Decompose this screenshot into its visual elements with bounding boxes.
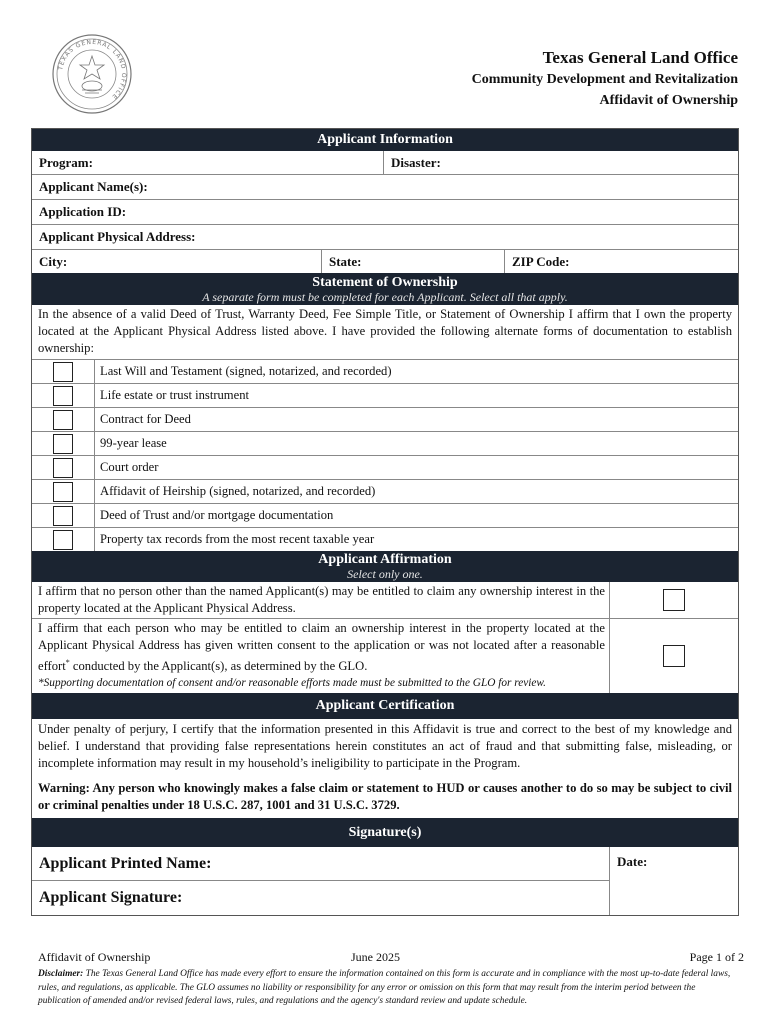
- ownership-option-checkbox[interactable]: [53, 530, 73, 550]
- affirmation-option-1-text: I affirm that no person other than the named Applicant(s) may be entitled to claim any ownership interest in the property located at the Applicant Physical Address.: [38, 584, 605, 615]
- disclaimer-label: Disclaimer:: [38, 969, 84, 979]
- affirmation-option-2-main: I affirm that each person who may be entitled to claim an ownership interest in the property located at the Applicant Physical Address has given written consent to the application or was not located after a reasonable effort: [38, 621, 605, 674]
- ownership-heading: Statement of Ownership: [312, 275, 458, 290]
- ownership-option-label: Contract for Deed: [100, 412, 191, 426]
- state-field[interactable]: [321, 250, 504, 273]
- footer-page-number: Page 1 of 2: [689, 950, 744, 964]
- affirmation-option-2-note: *Supporting documentation of consent and/or reasonable efforts made must be submitted to the GLO for review.: [38, 677, 546, 690]
- glo-seal-logo: [52, 34, 132, 114]
- ownership-option-row: [32, 383, 738, 407]
- printed-name-label: Applicant Printed Name:: [39, 854, 212, 872]
- zip-label: ZIP Code:: [512, 253, 570, 269]
- physical-address-label: Applicant Physical Address:: [39, 229, 196, 244]
- ownership-option-label: Court order: [100, 460, 159, 474]
- ownership-option-checkbox-cell: [32, 408, 95, 431]
- ownership-option-checkbox[interactable]: [53, 386, 73, 406]
- date-field[interactable]: [609, 847, 738, 915]
- footer-date: June 2025: [351, 950, 400, 964]
- ownership-intro: In the absence of a valid Deed of Trust, Warranty Deed, Fee Simple Title, or Statement of Ownership I affirm that I own the property located at the Applicant Physical Address listed above. I have provided the following alternate forms of documentation to establish ownership:: [38, 307, 732, 355]
- ownership-option-checkbox-cell: [32, 456, 95, 479]
- city-label: City:: [39, 253, 68, 269]
- affirmation-subheading: Select only one.: [347, 567, 423, 581]
- affirmation-option-2: [32, 618, 738, 693]
- ownership-option-label: 99-year lease: [100, 436, 167, 450]
- affidavit-form: [31, 128, 739, 916]
- affirmation-option-2-asterisk: *: [65, 658, 70, 667]
- affirmation-heading-band: [32, 551, 738, 582]
- certification-heading: Applicant Certification: [32, 693, 738, 719]
- agency-name: Texas General Land Office: [542, 48, 738, 67]
- affirmation-option-2-tail: conducted by the Applicant(s), as determined by the GLO.: [69, 659, 368, 674]
- form-title: Affidavit of Ownership: [599, 93, 738, 108]
- ownership-option-checkbox-cell: [32, 432, 95, 455]
- applicant-names-field[interactable]: [32, 175, 738, 199]
- ownership-option-checkbox-cell: [32, 360, 95, 383]
- ownership-option-checkbox[interactable]: [53, 434, 73, 454]
- ownership-option-checkbox-cell: [32, 480, 95, 503]
- ownership-option-label: Property tax records from the most recent taxable year: [100, 532, 375, 546]
- ownership-option-checkbox[interactable]: [53, 362, 73, 382]
- certification-warning: Warning: Any person who knowingly makes a false claim or statement to HUD or causes another to do so may be subject to civil or criminal penalties under 18 U.S.C. 287, 1001 and 31 U.S.C. 3729.: [38, 781, 732, 813]
- affirmation-heading: Applicant Affirmation: [318, 552, 452, 567]
- affirmation-option-2-checkbox[interactable]: [663, 645, 685, 667]
- application-id-field[interactable]: [32, 200, 738, 224]
- physical-address-field[interactable]: [32, 225, 738, 249]
- zip-field[interactable]: [504, 250, 738, 273]
- ownership-option-checkbox[interactable]: [53, 410, 73, 430]
- disaster-label: Disaster:: [391, 154, 441, 170]
- signature-field[interactable]: [32, 881, 609, 915]
- application-id-label: Application ID:: [39, 204, 127, 219]
- signature-label: Applicant Signature:: [39, 889, 183, 907]
- ownership-option-checkbox-cell: [32, 384, 95, 407]
- ownership-option-label: Last Will and Testament (signed, notarized, and recorded): [100, 364, 392, 378]
- state-label: State:: [329, 253, 362, 269]
- date-label: Date:: [617, 854, 648, 870]
- ownership-option-label: Deed of Trust and/or mortgage documentation: [100, 508, 334, 522]
- ownership-option-label: Life estate or trust instrument: [100, 388, 249, 402]
- ownership-option-row: [32, 359, 738, 383]
- disaster-field[interactable]: [383, 151, 738, 174]
- affirmation-option-1: [32, 582, 738, 618]
- ownership-options-list: [32, 359, 738, 551]
- ownership-option-checkbox-cell: [32, 528, 95, 551]
- ownership-option-row: [32, 407, 738, 431]
- ownership-option-row: [32, 503, 738, 527]
- ownership-option-row: [32, 527, 738, 551]
- ownership-option-checkbox[interactable]: [53, 506, 73, 526]
- certification-text: Under penalty of perjury, I certify that the information presented in this Affidavit is true and correct to the best of my knowledge and belief. I understand that providing false representations herein constitutes an act of fraud and that submitting false, misleading, or incomplete information may result in my household’s ineligibility to participate in the Program.: [38, 722, 732, 771]
- printed-name-field[interactable]: [32, 847, 609, 881]
- disclaimer-text: The Texas General Land Office has made every effort to ensure the information contained on this form is accurate and in compliance with the most up-to-date federal laws, rules, and regulations, as applicable. The GLO assumes no liability or responsibility for any error or omission on this form that may result from the interim period between the publication of amended and/or revised federal laws, rules, and regulations and the agency's standard review and update schedule.: [38, 969, 731, 1006]
- applicant-names-label: Applicant Name(s):: [39, 179, 148, 194]
- ownership-option-checkbox[interactable]: [53, 458, 73, 478]
- ownership-heading-band: [32, 273, 738, 305]
- ownership-option-row: [32, 431, 738, 455]
- ownership-option-checkbox-cell: [32, 504, 95, 527]
- city-field[interactable]: [32, 250, 321, 273]
- program-title: Community Development and Revitalization: [471, 72, 738, 87]
- ownership-option-label: Affidavit of Heirship (signed, notarized, and recorded): [100, 484, 376, 498]
- ownership-option-row: [32, 479, 738, 503]
- ownership-option-checkbox[interactable]: [53, 482, 73, 502]
- footer-doc-name: Affidavit of Ownership: [38, 950, 151, 964]
- program-label: Program:: [39, 154, 93, 170]
- applicant-info-heading: Applicant Information: [32, 129, 738, 151]
- ownership-option-row: [32, 455, 738, 479]
- disclaimer: [38, 968, 738, 1009]
- affirmation-option-1-checkbox[interactable]: [663, 589, 685, 611]
- ownership-subheading: A separate form must be completed for each Applicant. Select all that apply.: [202, 290, 568, 304]
- signatures-heading: Signature(s): [32, 818, 738, 847]
- affirmation-option-2-text: [32, 619, 609, 693]
- program-field[interactable]: [32, 151, 383, 174]
- svg-text:TEXAS GENERAL LAND OFFICE: TEXAS GENERAL LAND OFFICE: [57, 38, 128, 101]
